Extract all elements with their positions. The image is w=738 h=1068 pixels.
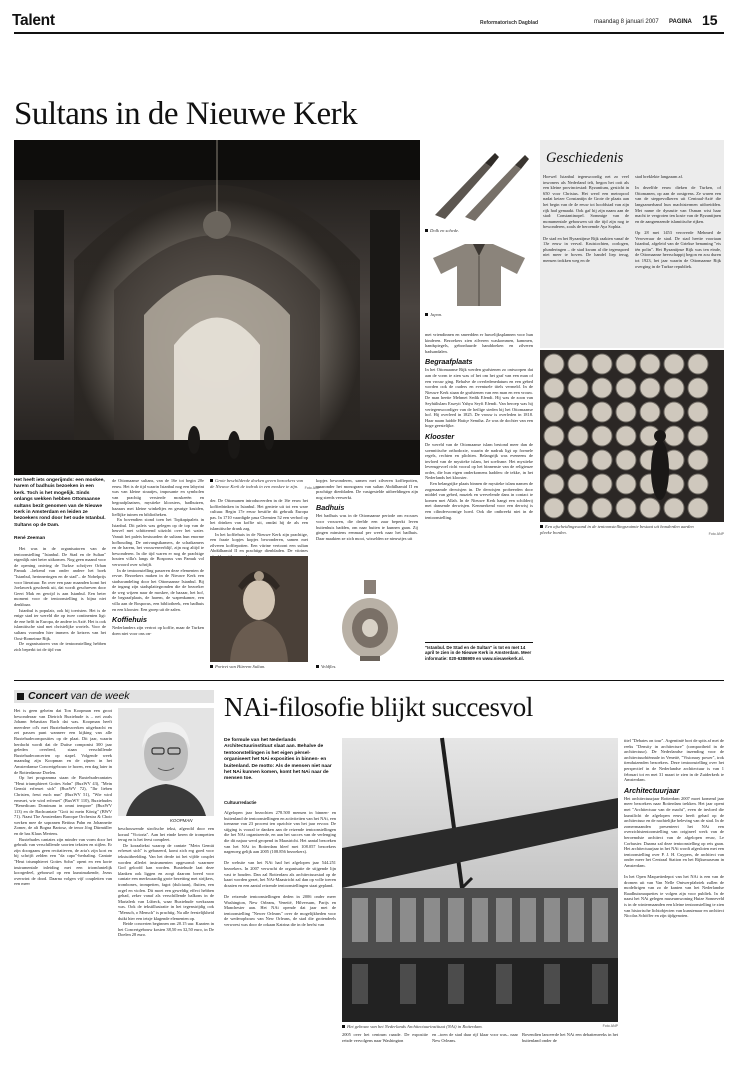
concert-col2-p2: De koraaltekst waarop de cantate "Mein Gemüt erfreuet sich" is gebaseerd, komt zich erg goed voor tekstuitbeelding. Van het derde tot het vijfde couplet worden allerlei instrumenten opgesomd: waarmee God geloofd kan worden. Buxtehude laat deze klanken ook liggen en zorgt daarom breed voor cantate een merkwaardig grote bezetting met strijkers, trombones, trompetten, fagot (dulciaan), fluiten, een orgel en violen. Dit moet een geweldig effect hebben gehad, zeker vanaf als verschillende balkons in de Marialerk van Lübeck, waar Buxtehude werkzaam was. Ook de tekstillustratie in het tegenstrijdig ook "Mensch, o Mensch" is prachtig. Na alle feestelijkheid duikt hier een ietsje klagende elementen op. <box>118 842 214 921</box>
koffiehuis-heading: Koffiehuis <box>112 615 148 625</box>
main-photo-caption-text: Grote beschilderde doeken geven bezoekers van de Nieuwe Kerk de indruk in een moskee te zijn. <box>210 478 304 489</box>
main-col1-p3: De organisatoren van de tentoonstelling hebben zich beperkt tot de tijd van <box>14 641 106 652</box>
plates-wall-illustration <box>540 350 724 522</box>
nai-article-intro: De formule van het Nederlands Architectuurinstituut slaat aan. Behalve de tentoonstellingen is het eigen pèrsel-organiseert het NAi exposities in binnen- en buitenland. De motto: Als de mensen niet naar het NAi kunnen komen, komt het NAi naar de mensen toe. <box>224 738 332 782</box>
main-col1-p2: Istanbul is populair, ook bij toeristen. Het is de enige stad ter wereld die op twee continenten ligt: de ene helft in Europa, de andere in Azië. Het is ook islamitische stad met christelijke wortels. Voor de sultans vormden hier immers de keizers van het Oost-Romeinse Rijk. <box>14 607 106 641</box>
plates-caption-text: Een afscheidingswand in de tentoonstellingsruimte bestaat uit honderden aarden pleeke borden. <box>540 524 694 535</box>
geschiedenis-title: Geschiedenis <box>546 150 624 166</box>
publication-name: Reformatorisch Dagblad <box>480 20 539 26</box>
mosque-interior-illustration <box>14 140 420 475</box>
nai-col3-p2: Het architectuurjaar Rotterdam 2007 moet komend jaar meer bezoekers naar Rotterdam trekken. Het jaar opent met "Architectuur van de macht", even de invloed die kunstlicht de afgelopen eeuw heeft gehad op de architectuur en de nachtelijke beleving van de stad. In de zomermaanden presenteert het NAi een overzichtstentoonstelling van origineel werk van de beroemdste architect van de afgelopen eeuw, Le Corbusier. Daarna zal deze tentoonstelling op reis gaan. Het architectuurjaar in het NAi wordt afgesloten met een tentoonstelling over P. J. H. Cuypers, de architect van onder meer het Centraal Station en het Rijksmuseum in Amsterdam. In het Open Maquettedepot van het NAi is een van de dromen uit van Van Nelle Ontwerpfabriek zullen de modeltrigen van zo de kanten van het Nederlandse Raadhuismaquettes te volgen zijn voor publiek. In de naast het NAi gelegen museumwoning Huize Sonneveld is in de wintermaanden een kleine tentoonstelling te zien van historische lichtobjecten van kunstenaar en architect Nicolas Schöffer en zijn tijdgenoten. <box>624 795 724 919</box>
concert-col1-p1: Het is geen geheim dat Ton Koopman een groot bewonderaar van Dietrich Buxtehude is – net zoals Johann Sebastian Bach dat was. Koopman heeft meerdere cd's met Buxtehudeswerken uitgebracht en zet passen punt wanneer een kijking van alle Buxtehudecomposities op de plaat. Dit jaar, waarin herdacht wordt dat de Duitse componist 300 jaar geleden overleed, staan verschillende Buxtehudeconcerten op stapel. Volgende week maandag zijn Koopman en de zijnen in het Amsterdamse Concertgebouw te horen, een dag later in de Rotterdamse Doelen. <box>14 708 112 775</box>
architectuurjaar-heading: Architectuurjaar <box>624 785 680 795</box>
concert-col2 <box>118 826 214 1060</box>
main-col4-p1: kopjes bewonderen, samen met zilveren koffiepotten, waaronder het monogram van sultan Abdülhamid II en prachtige dienbladen. De vastgestelde uitbeeldingen zijn nog steeds verwerkt. <box>316 478 418 500</box>
koopman-caption: KOOPMAN <box>170 818 193 823</box>
robe-illustration <box>425 236 533 310</box>
main-photo-caption <box>210 478 308 489</box>
sultana-portrait-illustration <box>210 556 308 662</box>
nai-photo-caption-text: Het gebouw van het Nederlands Architectuurinstituut (NAi) in Rotterdam. <box>347 1024 483 1029</box>
main-col4 <box>316 478 418 570</box>
caption-bullet-icon <box>210 479 213 482</box>
main-col3-p1: der. De Ottomanen introduceerden in de 16e eeuw het koffiedrinken in Istanbul. Het geniete uit tot een ware cultuur. Begin 17e eeuw bestifte dit gebruik Europa pas. In 1710 vaardigde pasa Chemien 52 een verbod op het drinken van koffie uit, omdat hij de als een islamitische drank zag. <box>210 498 308 531</box>
concert-label-bold: Concert <box>28 690 68 702</box>
section-header <box>12 12 738 46</box>
caption-bullet-icon <box>425 313 428 316</box>
page-number: 15 <box>702 12 718 28</box>
concert-col2-p1: beschouwende strofische tekst, afgerold door een koraal "Victoria". Aan het einde keren de trompetten terug en is het feest compleet. <box>118 826 214 843</box>
main-article-author: René Zeeman <box>14 536 46 541</box>
concert-label-rest: van de week <box>67 690 130 702</box>
nai-col3-p1: titel "Debates on tour". Argentinië bort de spits af met de reeks "Density in architecture" (compactheid in de architectuur). De Nederlandse inzending voor de architectuurbiënnale in Venetië, "Visionary power", trok tienduizenden bezoekers. Deze tentoonstelling over het perspectief in de Nederlandse architectuur is van 1 februari tot en met 31 maart te zien in de Zuiderkerk te Amsterdam. <box>624 738 724 783</box>
daggers-caption-text: Dolk en schede. <box>430 228 460 233</box>
main-article-intro: Het heeft iets ongerijmds: een moskee, harem of badhuis bezoeken in een kerk. Toch is het mogelijk. Sinds onlangs wekken hebben Ottomaanse sultans bezit genomen van de Nieuwe Kerk in Amsterdam en leiden ze bezoekers rond door het oude Istanbul. Sultans op de Dam. <box>14 478 106 528</box>
plates-caption <box>540 524 704 535</box>
main-col3 <box>210 498 308 554</box>
main-col5-p1: met vriendinnen en smeedden er huwelijksplannen voor hun kinderen. Bezoekers zien zilveren waskommen, kammen, handspiegels, geborduurde handdoeken en zilveren badsandalen. <box>425 332 533 354</box>
main-photo-credit: Foto ANP <box>304 486 320 490</box>
koopman-portrait-illustration <box>118 708 214 816</box>
geschiedenis-col1: Hoewel Istanbul tegenwoordig net zo veel inwoners als Nederland telt, begon het ooit als een kleine provinciestad: Byzantium, gesticht in 650 voor Christus. Het werd een metropool nadat keizer Constantijn de Grote de plaats aan het begin van de 4e eeuw tot hoofdstad van zijn rijk had gemaakt. Ook gaf hij zijn naam aan de stad: Constantinopel. Sommige van de monumentale gebouwen uit die tijd zijn nog te bewonderen, zoals de beroemde Aya Sophia. De stad en het Byzantijnse Rijk raakten vanaf de 13e eeuw in verval. Kruistochten, oorlogen, plunderingen – de stad kwam al die tegenspoed niet meer te boven. De handel liep terug, mensen trokken weg en de <box>543 174 629 263</box>
main-col2-p1: de Ottomaanse sultans, van de 16e tot begin 20e eeuw. Het is de tijd waarin Istanbul nog een labyrint was van kleine straatjes, imposante en symbolen van prachtig versierde moskeeën en begraafplaatsen, mystieke kloosters, badhuizen, bazaars met kleine winkeltjes en geurige kruiden, lieflijke tuinen en bibliotheken. <box>112 478 204 517</box>
main-col2 <box>112 478 204 670</box>
main-col1 <box>14 546 106 670</box>
main-col2-p4: Nederlanders zijn vertrot op koffie, maar de Turken doen niet voor ons on- <box>112 625 204 636</box>
main-article-title: Sultans in de Nieuwe Kerk <box>14 96 358 132</box>
jacket-photo <box>425 236 533 310</box>
nai-col3 <box>624 738 724 1060</box>
nai-article-title: NAi-filosofie blijkt succesvol <box>224 692 533 722</box>
badhuis-heading: Badhuis <box>316 503 345 513</box>
nai-col2a: 2005 over het centrum raasde. De expositie reisde vervolgens naar Washington <box>342 1032 428 1043</box>
portrait-caption <box>210 664 308 670</box>
caption-bullet-icon <box>342 1025 345 1028</box>
issue-date: maandag 8 januari 2007 <box>594 19 659 25</box>
lower-section-rule <box>14 680 724 681</box>
main-col2-p2: En bovendien stond toen het Topkapipaleis in Istanbul. Dit paleis was gelegen op de top van de heuvel met schitterend uitzicht over het water. Vanuit het paleis bestuurden de sultans hun enorme hofhouding. De ontvangstkamers, de schatkamers en de harem, het vrouwenverblijf, zijn nog altijd te bewonderen. In die tijd waren er nog de prachtige houten villa's langs de Bosporus van Pamuk vol verwoord over schrijft. <box>112 517 204 567</box>
main-col5 <box>425 332 533 596</box>
main-col5-p2: In het Ottomaanse Rijk werden grafstenen zo ontworpen dat aan de vorm te zien was of het om het graf van een man of een vrouw ging. Behalve de overledenedatum en een gebed worden ook de ouders en eventuele titels vermeld. In de Nieuwe Kerk staan de grafstenen van een man en een vrouw. De man heette Mehmet Sedik Efendi. Hij was de zoon van Seyhülislam Esseyit Yahya Seyfi Efendi. Van beroep was hij vertegenwoordiger van de heilige steden bij het Ottomaanse hof. Hij overleed in 1825. De vrouw is overleden in 1818. Haar naam luidde Hatiçe Semiha. Ze was de dochter van een hoge geestelijke. <box>425 367 533 429</box>
concert-label <box>28 690 130 702</box>
main-col4-p2: Het badhuis was in de Ottomaanse periode om excuses voor vrouwen, die deelde een zaar beperkt leven buitenhuis badden, om naar buiten te kunnen gaan. Zij gingen minstens eenmaal per week naar het badhuis. Daar maakten ze zich mooi, wisselden ze nieuwtjes uit <box>316 513 418 541</box>
mosque-interior-photo <box>14 140 420 475</box>
jacket-caption-text: Japon. <box>430 312 443 317</box>
nai-building-illustration <box>342 738 618 1022</box>
nai-photo-caption <box>342 1024 582 1030</box>
concert-col1-p3: Buxtehudes cantates zijn minder van vorm door het gebruik van verschillende soorten teksten en stijlen. Er zijn doorgaans geen recitatieven, de aria's zijn kort en bij schrijft zelden een "da capo"-herhaling. Cantate "Heut triumphieret Gottes Sohn" opent en een korte instrumentale inleiding met een triomfantelijk koorgedeel, gebouwd op een kunstmakende, Jezus overwint de dood. Daarna volgen vijf coupletten van een meer <box>14 836 112 887</box>
caption-bullet-icon <box>425 229 428 232</box>
vase-photo <box>330 576 410 662</box>
daggers-photo <box>425 145 533 225</box>
jacket-caption <box>425 312 533 318</box>
concert-label-box <box>14 690 214 703</box>
nai-article-byline: Cultuurredactie <box>224 800 257 805</box>
portrait-photo <box>210 556 308 662</box>
main-col3-p2: In het koffiehuis in de Nieuwe Kerk zijn prachtige, een fraaie kopjes kopjes bewonderen, samen met zilveren koffiepotten. Een vitrine vertoont een sultan Abdülhamid II en prachtige dienbladen. De vitrines <box>210 531 308 554</box>
dagger-illustration <box>425 145 533 225</box>
plates-photo <box>540 350 724 522</box>
vase-illustration <box>330 576 410 662</box>
concert-col1-p2: Op het programma staan de Buxtehudecantates "Heut triumphieret Gottes Sohn" (BuxWV 43), "Mein Gemüt erfreuet sich" (BuxWV 72), "Ihr lieben Christen, freut euch nun" (BuxWV 51), "Wie wird erneuet, wie wird erfreuet" (BuxWV 110), Buxtehudes "Benedicam Dominum in omni tempore" (BuxWV 113) en de Bachcantate "Gott ist mein König" (BWV 71). Naast The Amsterdam Baroque Orchestra & Choir werken mee de sopranen Bettina Pahn en Johannette Zomer, de alt Bogna Bartosz, de tenor Jörg Dürmüller en de bas Klaus Mertens. <box>14 775 112 837</box>
geschiedenis-box <box>540 140 724 348</box>
main-col2-p3: In de tentoonstelling passeren deze elementen de revue. Bezoekers maken in de Nieuwe Kerk een stadswandeling door het Ottomaanse Istanbul. Bij de ingang zijn stadsplattegronden die de bezoeker de weg wijzen naar de moskee, de bazaar, het hof, de begraafplaats, de harem, de wapenkamer, een villa aan de Bosporus, een bibliotheek, een badhuis en een klooster. Een groep uit de zalen. <box>112 567 204 612</box>
geschiedenis-col2: stad breklekte langzaam af. In dezelfde eeuw dieken de Turken, of Ottomanen, op aan de oostgrens. Ze waren een van de steppevolkeren uit Centraal-Azië die langzamerhand hun machtstermen uitbreidden. Met name de dynastie van Osman wist haar macht te vergroten ten koste van de Byzantijnen en de aangrenzende islamitische rijken. Op 28 mei 1453 veroverde Mehmed de Veroveraar de stad. De stad heette voortaan Istanbul, afgeleid van de Griekse benaming "eis tèn polin". Het Byzantijnse Rijk was ten einde, de Ottomaanse heerschappij begon en zou duren tot 1923, het jaar waarin de Ottomaanse Rijk overging in de Turkse republiek. <box>635 174 721 269</box>
begraafplaats-heading: Begraafplaats <box>425 357 473 367</box>
caption-bullet-icon <box>316 665 319 668</box>
caption-bullet-icon <box>210 665 213 668</box>
main-col5-p3: De wereld van de Ottomaanse islam bestond meer dan de soennitische orthodoxie, waarin de nadruk ligt op formele regels, rechten en plichten. Belangrijk was eveneens de invloed van de mystieke islam, het soefisme. Het mystieke levensgevoel richt vooral op het binnenste van de religieuze ordes, die hun eigen onderkomens hadden: de tekke, in het Nederlands het klooster. <box>425 441 533 481</box>
nai-col2c: Bovendien lanceerde het NAi een debattenreeks in het buitenland onder de <box>522 1032 618 1043</box>
concert-col1 <box>14 708 112 1060</box>
infobox <box>425 642 533 672</box>
plates-photo-credit: Foto ANP <box>708 532 724 536</box>
concert-col2-p3: Beide concerten beginnen om 20.15 uur. Kaarten in het Concertgebouw kosten 38,50 en 32,50 euro, in De Doelen 28 euro. <box>118 921 214 938</box>
infobox-text: "Istanbul. De Stad en de Sultan" is tot en met 14 april te zien in de Nieuwe Kerk in Amsterdam. Meer informatie: 020-6386909 en www.nieuwekerk.nl. <box>425 645 532 661</box>
vase-caption-text: Veldfles. <box>321 664 337 669</box>
header-rule <box>14 32 724 34</box>
nai-col2b: en –toen de stad daar rijf klaar voor was– naar New Orleans. <box>432 1032 518 1043</box>
klooster-heading: Klooster <box>425 431 455 441</box>
daggers-caption <box>425 228 533 234</box>
concert-bullet-icon <box>17 693 24 700</box>
koopman-photo <box>118 708 214 816</box>
main-col5-p4: Een belangrijke plaats binnen de mystieke islam namen de zogenaamde derwisjen in. De derwisjen probeerden door middel van gebed, muziek en wervelende dans in contact te komen met Allah. In de Nieuwe Kerk hangt een schilderij met dansende derwisjen. Kenmerkend voor een derwisj is een cilindervormige hoed. Ook die ontbreekt niet in de tentoonstelling. <box>425 481 533 520</box>
nai-building-photo <box>342 738 618 1022</box>
section-label: Talent <box>12 12 55 29</box>
nai-photo-credit: Foto ANP <box>602 1024 618 1028</box>
portrait-caption-text: Portret van Hürrem Sultan. <box>215 664 266 669</box>
pagina-label: PAGINA <box>669 19 692 25</box>
main-col1-p1: Het was in de organisatoren van de tentoonstelling "Istanbul. De Stad en de Sultan" eigenlijk niet beter uitkomen. Nog geen maand voor de opening ontving de Turkse schrijver Orhan Pamuk –bekend van onder andere het boek "Istanbul, herinneringen en de stad"– de Nobelprijs voor literatuur. En over een paar maanden komt het Joelawerk geschenk uit, dat wordt geschreven door Geert Mak en gewijd is aan Istanbul. Een beter moment voor de tentoonstelling is bijna niet denkbaar. <box>14 546 106 607</box>
caption-bullet-icon <box>540 525 543 528</box>
vase-caption <box>316 664 416 670</box>
nai-col1: Afgelopen jaar bezochten 278.500 mensen in binnen- en buitenland de tentoonstellingen en activiteiten van het NAi, een toename van 23 procent ten opzichte van het jaar ervoor. De stijging is vooral te danken aan de reizende tentoonstellingen die het NAi organiseerde, en aan het succes van de verlenging die dit najaar werd geopend in Maastricht. Het aantal bezoeken van het NAi in Rotterdam bleef met 108.057 bezoekers nagenoeg gelijk aan 2005 (108.856 bezoekers). De website van het NAi had het afgelopen jaar 544.251 bezoekers. In 2007 verwacht de organisatie de stijgende lijn vast te houden. Dan zal Rotterdam als architectuurstad op de kaart worden gezet, het NAi-Maastricht zal dan op volle toeren draaien en een aantal reizende tentoonstellingen staat gepland. De reizende tentoonstellingen deden in 2006 onder meer Washington, New Orleans, Venetië, Hilversum, Parijs en Manchester aan. Het NAi opende dat jaar met de tentoonstelling "Newer Orleans" over de mogelijkheden voor de wederopbouw van New Orleans, de stad die grotendeels verwoest was door de orkaan Katrina die in de herfst van <box>224 810 336 927</box>
